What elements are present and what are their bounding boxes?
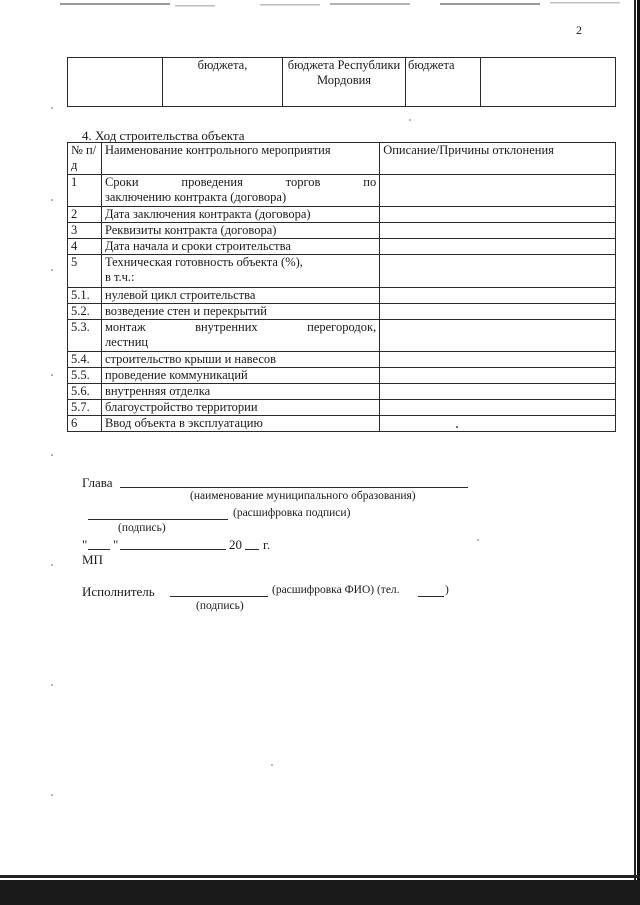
- row-name-line: в т.ч.:: [104, 270, 135, 284]
- row-name: [101, 320, 379, 352]
- scan-top-edge: [0, 0, 640, 14]
- row-num: 5.5.: [68, 368, 102, 384]
- row-num: 5.7.: [68, 400, 102, 416]
- table-cell: бюджета,: [163, 58, 283, 107]
- table-cell: [481, 58, 616, 107]
- executor-label: Исполнитель: [82, 584, 155, 599]
- table-header-row: [68, 143, 616, 175]
- row-desc: [380, 207, 616, 223]
- sign-caption: (подпись): [118, 522, 166, 534]
- stamp-label: МП: [82, 552, 103, 567]
- row-desc: [380, 304, 616, 320]
- row-name: благоустройство территории: [101, 400, 379, 416]
- row-num: 5.4.: [68, 352, 102, 368]
- row-num: 4: [68, 239, 102, 255]
- table-row: [68, 255, 616, 288]
- row-desc: [380, 416, 616, 432]
- row-name: внутренняя отделка: [101, 384, 379, 400]
- row-num: 5.2.: [68, 304, 102, 320]
- row-name-line: монтаж внутренних перегородок,: [104, 320, 377, 334]
- table-row: [68, 58, 616, 107]
- row-desc: [380, 352, 616, 368]
- head-label: Глава: [82, 475, 113, 490]
- row-name: [101, 255, 379, 288]
- executor-close: ): [445, 584, 449, 596]
- executor-caption: (расшифровка ФИО) (тел.: [272, 584, 400, 596]
- row-num: 5: [68, 255, 102, 288]
- row-name-line: заключению контракта (договора): [104, 190, 287, 204]
- table-row: [68, 223, 616, 239]
- row-desc: [380, 223, 616, 239]
- table-row: [68, 239, 616, 255]
- row-name: Дата заключения контракта (договора): [101, 207, 379, 223]
- row-num: 5.3.: [68, 320, 102, 352]
- table-row: [68, 288, 616, 304]
- row-desc: [380, 368, 616, 384]
- row-desc: [380, 320, 616, 352]
- row-desc: [380, 288, 616, 304]
- section-title: 4. Ход строительства объекта: [82, 128, 245, 143]
- header-name: Наименование контрольного мероприятия: [101, 143, 379, 175]
- row-desc: [380, 384, 616, 400]
- date-quote-close: ": [113, 537, 119, 552]
- date-month-line: [120, 537, 226, 550]
- date-day-line: [88, 537, 110, 550]
- top-continuation-table: [67, 57, 616, 107]
- table-row: [68, 320, 616, 352]
- table-row: [68, 384, 616, 400]
- row-num: 5.1.: [68, 288, 102, 304]
- table-row: [68, 207, 616, 223]
- page-number: 2: [576, 23, 582, 37]
- row-num: 2: [68, 207, 102, 223]
- executor-sign-caption: (подпись): [196, 600, 244, 612]
- head-caption: (наименование муниципального образования): [190, 490, 416, 502]
- date-year-line: [245, 537, 259, 550]
- row-num: 1: [68, 175, 102, 207]
- row-name-line: лестниц: [104, 335, 149, 349]
- table-row: [68, 400, 616, 416]
- row-desc: [380, 175, 616, 207]
- row-name: проведение коммуникаций: [101, 368, 379, 384]
- row-name: Дата начала и сроки строительства: [101, 239, 379, 255]
- construction-progress-table: [67, 142, 616, 432]
- head-line: [120, 475, 468, 488]
- table-row: [68, 352, 616, 368]
- executor-phone-line: [418, 584, 444, 597]
- row-desc: [380, 255, 616, 288]
- row-name: нулевой цикл строительства: [101, 288, 379, 304]
- table-row: [68, 416, 616, 432]
- table-row: [68, 175, 616, 207]
- date-suffix: г.: [263, 537, 271, 552]
- header-desc: Описание/Причины отклонения: [380, 143, 616, 175]
- row-num: 6: [68, 416, 102, 432]
- date-quote-open: ": [82, 537, 88, 552]
- row-desc: [380, 239, 616, 255]
- scan-right-edge: [628, 0, 640, 905]
- row-desc: [380, 400, 616, 416]
- decode-caption: (расшифровка подписи): [233, 507, 351, 519]
- table-row: [68, 368, 616, 384]
- row-name: Ввод объекта в эксплуатацию: [101, 416, 379, 432]
- row-name: строительство крыши и навесов: [101, 352, 379, 368]
- table-cell: бюджета Республики Мордовия: [283, 58, 406, 107]
- row-num: 5.6.: [68, 384, 102, 400]
- row-num: 3: [68, 223, 102, 239]
- executor-sign-line: [170, 584, 268, 597]
- row-name-line: Техническая готовность объекта (%),: [104, 255, 303, 269]
- table-row: [68, 304, 616, 320]
- scan-bottom-edge: [0, 875, 640, 905]
- row-name: Реквизиты контракта (договора): [101, 223, 379, 239]
- date-year: 20: [229, 537, 242, 552]
- row-name: возведение стен и перекрытий: [101, 304, 379, 320]
- header-num: № п/д: [68, 143, 102, 175]
- signature-line: [88, 507, 228, 520]
- row-name: [101, 175, 379, 207]
- row-name-line: Сроки проведения торгов по: [104, 175, 377, 189]
- table-cell: бюджета: [406, 58, 481, 107]
- table-cell: [68, 58, 163, 107]
